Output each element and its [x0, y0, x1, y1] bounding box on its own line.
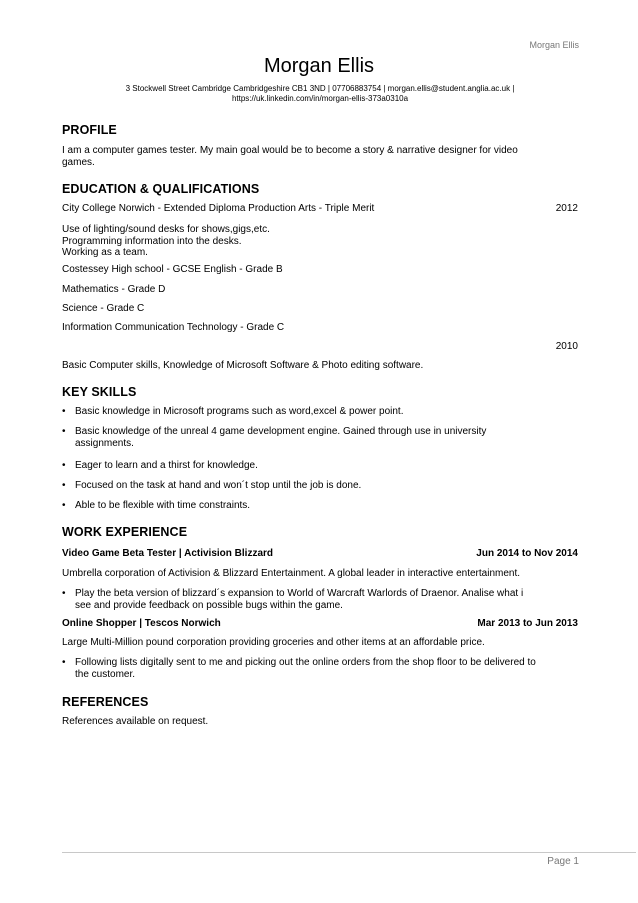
- job-2-bullet-text: [75, 657, 575, 680]
- job-1-title: Video Game Beta Tester | Activision Blizzard: [62, 548, 274, 559]
- skill-text: Eager to learn and a thirst for knowledge.: [75, 460, 258, 471]
- maths-entry: Mathematics - Grade D: [62, 284, 166, 295]
- job-1-description: Umbrella corporation of Activision & Blizzard Entertainment. A global leader in interactive entertainment.: [62, 568, 521, 579]
- footer-divider: [62, 852, 636, 853]
- job-2-header: [62, 618, 578, 630]
- skills-heading: KEY SKILLS: [62, 385, 137, 399]
- profile-text-line-2: games.: [62, 156, 95, 168]
- job-1-bullet-text: [75, 588, 575, 611]
- skill-text: Basic knowledge in Microsoft programs such as word,excel & power point.: [75, 406, 404, 417]
- education-college-row: [62, 203, 578, 215]
- contact-line-1: 3 Stockwell Street Cambridge Cambridgeshire CB1 3ND | 07706883754 | morgan.ellis@student.anglia.ac.uk |: [125, 84, 515, 93]
- profile-text-line-1: I am a computer games tester. My main goal would be to become a story & narrative designer for video: [62, 145, 518, 156]
- college-note: Programming information into the desks.: [62, 235, 242, 247]
- ict-entry: Information Communication Technology - Grade C: [62, 322, 285, 333]
- school-notes: Basic Computer skills, Knowledge of Microsoft Software & Photo editing software.: [62, 360, 424, 371]
- bullet-icon: •: [62, 657, 66, 668]
- contact-info: [90, 84, 550, 104]
- skill-text: [75, 426, 575, 449]
- skill-text-line-1: Basic knowledge of the unreal 4 game development engine. Gained through use in university: [75, 426, 487, 437]
- job-1-bullet-line-1: Play the beta version of blizzard´s expansion to World of Warcraft Warlords of Draenor. Analise what i: [75, 588, 524, 599]
- bullet-icon: •: [62, 480, 66, 491]
- bullet-icon: •: [62, 500, 66, 511]
- college-note: Working as a team.: [62, 247, 148, 258]
- page-number: Page 1: [547, 856, 579, 867]
- college-note: Use of lighting/sound desks for shows,gigs,etc.: [62, 224, 270, 235]
- job-1-header: [62, 548, 578, 560]
- contact-line-2: https://uk.linkedin.com/in/morgan-ellis-373a0310a: [231, 94, 409, 103]
- school-entry: Costessey High school - GCSE English - Grade B: [62, 264, 283, 275]
- job-2-description: Large Multi-Million pound corporation providing groceries and other items at an affordable price.: [62, 637, 485, 648]
- bullet-icon: •: [62, 460, 66, 471]
- job-2-bullet-line-1: Following lists digitally sent to me and picking out the online orders from the shop floor to be delivered to: [75, 657, 536, 668]
- college-entry: City College Norwich - Extended Diploma Production Arts - Triple Merit: [62, 203, 375, 214]
- job-2-title: Online Shopper | Tescos Norwich: [62, 618, 221, 629]
- job-2-dates: Mar 2013 to Jun 2013: [477, 618, 578, 629]
- college-year: 2012: [555, 203, 578, 214]
- skill-text: Able to be flexible with time constraints.: [75, 500, 251, 511]
- bullet-icon: •: [62, 406, 66, 417]
- school-year: 2010: [555, 341, 578, 352]
- skill-text-line-2: assignments.: [75, 437, 134, 449]
- profile-heading: PROFILE: [62, 123, 117, 137]
- job-1-bullet-line-2: see and provide feedback on possible bugs within the game.: [75, 599, 343, 611]
- candidate-name: Morgan Ellis: [263, 55, 375, 77]
- skill-text: Focused on the task at hand and won´t stop until the job is done.: [75, 480, 362, 491]
- job-2-bullet-line-2: the customer.: [75, 668, 136, 680]
- profile-text: [62, 145, 578, 168]
- college-notes: [62, 224, 578, 259]
- bullet-icon: •: [62, 426, 66, 437]
- science-entry: Science - Grade C: [62, 303, 145, 314]
- references-heading: REFERENCES: [62, 695, 149, 709]
- bullet-icon: •: [62, 588, 66, 599]
- references-text: References available on request.: [62, 716, 209, 727]
- job-1-dates: Jun 2014 to Nov 2014: [476, 548, 578, 559]
- running-header-name: Morgan Ellis: [529, 40, 579, 50]
- work-heading: WORK EXPERIENCE: [62, 525, 188, 539]
- education-heading: EDUCATION & QUALIFICATIONS: [62, 182, 260, 196]
